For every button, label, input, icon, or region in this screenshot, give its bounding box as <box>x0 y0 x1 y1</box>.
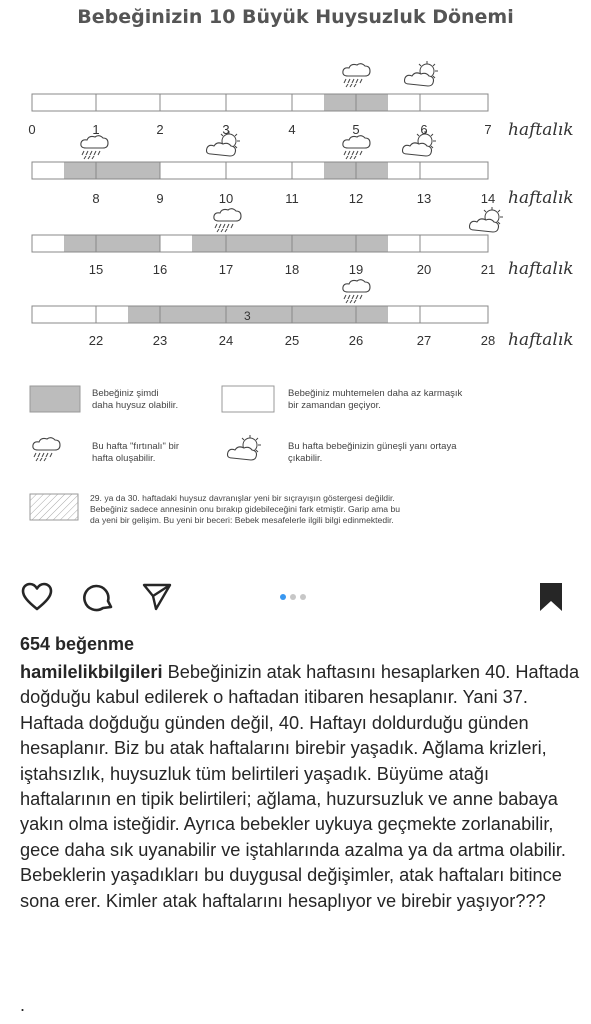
post-caption <box>20 660 580 914</box>
unit-label: haftalık <box>508 330 574 350</box>
legend-white-swatch <box>222 386 274 412</box>
legend-shaded-text: Bebeğiniz şimdi daha huysuz olabilir. <box>92 388 179 411</box>
tick-label: 28 <box>480 333 496 348</box>
timeline-row-2 <box>32 131 488 179</box>
tick-label: 5 <box>352 122 360 137</box>
tick-label: 9 <box>156 191 164 206</box>
carousel-indicator <box>280 594 306 600</box>
legend-sun-text: Bu hafta bebeğinizin güneşli yanı ortaya çıkabilir. <box>288 441 457 464</box>
tick-label: 25 <box>284 333 300 348</box>
tick-label: 8 <box>92 191 100 206</box>
comment-icon[interactable] <box>82 580 116 614</box>
caption-more: . <box>20 995 26 1015</box>
tick-label: 11 <box>285 191 299 206</box>
legend-hatched-swatch <box>30 494 78 520</box>
carousel-dot <box>300 594 306 600</box>
tick-label: 27 <box>416 333 432 348</box>
legend-storm-text: Bu hafta "fırtınalı" bir hafta oluşabilir. <box>92 441 180 464</box>
caption-text: Bebeğinizin atak haftasını hesaplarken 40. Haftada doğduğu kabul edilerek o haftadan itibaren hesaplanır. Yani 37. Haftada doğduğu günden değil, 40. Haftayı doldurduğu günden hesaplanır. Biz bu atak haftalarını birebir yaşadık. Ağlama krizleri, iştahsızlık, huysuzluk tüm belirtileri yaşadık. Büyüme atağı haftalarının en tipik belirtileri; ağlama, huzursuzluk ve anne babaya yakın olma isteğidir. Ayrıca bebekler uykuya geçmekte zorlanabilir, gece daha sık uyanabilir ve iştahlarında azalma ya da artma olabilir. Bebeklerin yaşadıkları bu duygusal değişimler, atak haftaları bitince sona erer. Kimler atak haftalarını hesaplıyor ve birebir yaşıyor??? <box>20 662 580 911</box>
legend-sun-icon <box>228 435 262 460</box>
post-actions <box>0 580 591 620</box>
tick-label: 15 <box>88 262 104 277</box>
timeline-row-4 <box>32 280 488 323</box>
timeline-row-3 <box>32 207 503 252</box>
tick-label: 3 <box>222 122 230 137</box>
carousel-dot <box>290 594 296 600</box>
tick-label: 7 <box>484 122 492 137</box>
tick-label: 12 <box>348 191 364 206</box>
legend-shaded-swatch <box>30 386 80 412</box>
heart-icon[interactable] <box>20 580 54 614</box>
tick-label: 0 <box>28 122 36 137</box>
unit-label: haftalık <box>508 188 574 208</box>
tick-label: 16 <box>152 262 168 277</box>
tick-label: 1 <box>92 122 100 137</box>
tick-label: 23 <box>152 333 168 348</box>
tick-label: 22 <box>88 333 104 348</box>
legend-white-text: Bebeğiniz muhtemelen daha az karmaşık bir zamandan geçiyor. <box>288 388 463 411</box>
bookmark-icon[interactable] <box>534 580 568 614</box>
legend-hatched-text: 29. ya da 30. haftadaki huysuz davranışlar yeni bir sıçrayışın göstergesi değildir. Bebeğiniz sadece annesinin onu bırakıp gidebileceğini fark etmiştir. Garip ama bu da yeni bir gelişim. Bu yeni bir beceri: Bebek mesafelerle ilgili bilgi edinmektedir. <box>90 493 401 525</box>
tick-label: 6 <box>420 122 428 137</box>
tick-label: 19 <box>348 262 364 277</box>
tick-label: 20 <box>416 262 432 277</box>
unit-label: haftalık <box>508 120 574 140</box>
tick-label: 10 <box>218 191 234 206</box>
unit-label: haftalık <box>508 259 574 279</box>
tick-label: 24 <box>218 333 234 348</box>
tick-label: 26 <box>348 333 364 348</box>
tick-label: 17 <box>218 262 234 277</box>
tick-label: 2 <box>156 122 164 137</box>
bar-label: 3 <box>244 309 251 323</box>
carousel-dot-active <box>280 594 286 600</box>
tick-label: 21 <box>480 262 496 277</box>
legend-storm-icon <box>33 438 60 461</box>
like-count[interactable]: 654 beğenme <box>20 634 135 654</box>
tick-label: 18 <box>284 262 300 277</box>
send-icon[interactable] <box>140 580 174 614</box>
tick-label: 13 <box>416 191 432 206</box>
chart-title: Bebeğinizin 10 Büyük Huysuzluk Dönemi <box>77 6 514 28</box>
tick-label: 14 <box>480 191 496 206</box>
caption-username[interactable]: hamilelikbilgileri <box>20 662 163 682</box>
tick-label: 4 <box>288 122 296 137</box>
timeline-row-1 <box>32 61 488 111</box>
